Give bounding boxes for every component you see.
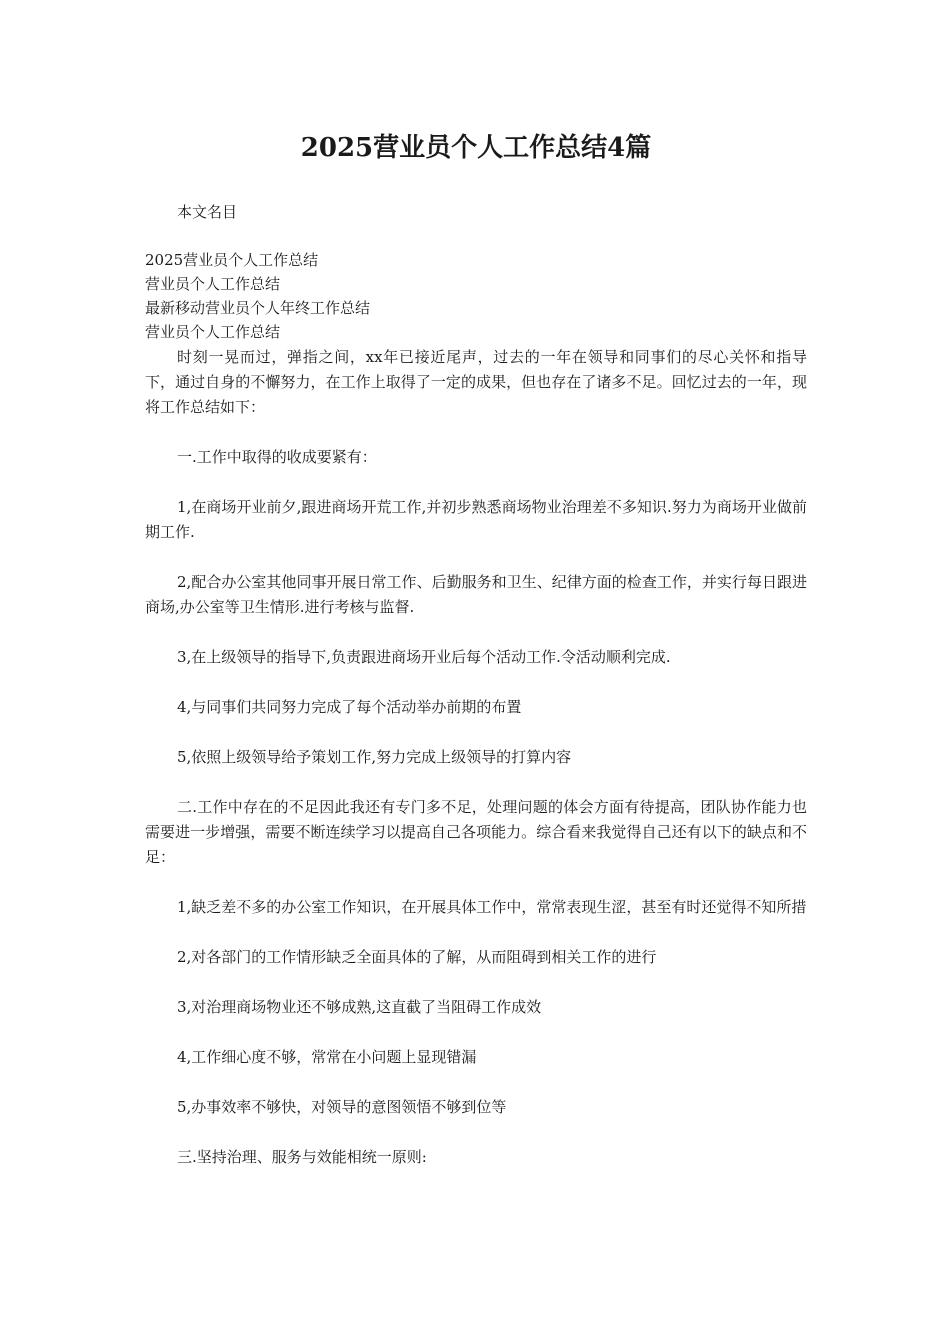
section-heading: 二.工作中存在的不足因此我还有专门多不足，处理问题的体会方面有待提高，团队协作能力也需要进一步增强，需要不断连续学习以提高自己各项能力。综合看来我觉得自己还有以下的缺点和不足： [145,798,807,866]
toc-heading: 本文名目 [177,203,238,221]
toc-list [145,248,370,344]
toc-item: 营业员个人工作总结 [145,323,281,341]
list-paragraph: 2,配合办公室其他同事开展日常工作、后勤服务和卫生、纪律方面的检查工作，并实行每日跟进商场,办公室等卫生情形.进行考核与监督. [145,573,807,616]
toc-item: 2025营业员个人工作总结 [145,251,319,269]
list-paragraph: 4,工作细心度不够，常常在小问题上显现错漏 [177,1048,477,1066]
toc-item: 最新移动营业员个人年终工作总结 [145,299,371,317]
section-heading: 三.坚持治理、服务与效能相统一原则: [177,1148,427,1166]
section-heading: 一.工作中取得的收成要紧有： [177,448,377,466]
document-body [145,345,807,1195]
list-paragraph: 1,在商场开业前夕,跟进商场开荒工作,并初步熟悉商场物业治理差不多知识.努力为商场开业做前期工作. [145,498,807,541]
list-paragraph: 5,依照上级领导给予策划工作,努力完成上级领导的打算内容 [177,748,572,766]
list-paragraph: 3,对治理商场物业还不够成熟,这直截了当阻碍工作成效 [177,998,542,1016]
list-paragraph: 3,在上级领导的指导下,负责跟进商场开业后每个活动工作.令活动顺利完成. [177,648,671,666]
list-paragraph: 1,缺乏差不多的办公室工作知识，在开展具体工作中，常常表现生涩，甚至有时还觉得不知所措 [177,898,807,916]
list-paragraph: 5,办事效率不够快，对领导的意图领悟不够到位等 [177,1098,507,1116]
document-title: 2025营业员个人工作总结4篇 [300,133,652,163]
intro-paragraph: 时刻一晃而过，弹指之间，xx年已接近尾声，过去的一年在领导和同事们的尽心关怀和指导下，通过自身的不懈努力，在工作上取得了一定的成果，但也存在了诸多不足。回忆过去的一年，现将工作总结如下： [145,348,807,416]
list-paragraph: 2,对各部门的工作情形缺乏全面具体的了解，从而阻碍到相关工作的进行 [177,948,657,966]
list-paragraph: 4,与同事们共同努力完成了每个活动举办前期的布置 [177,698,522,716]
toc-item: 营业员个人工作总结 [145,275,281,293]
